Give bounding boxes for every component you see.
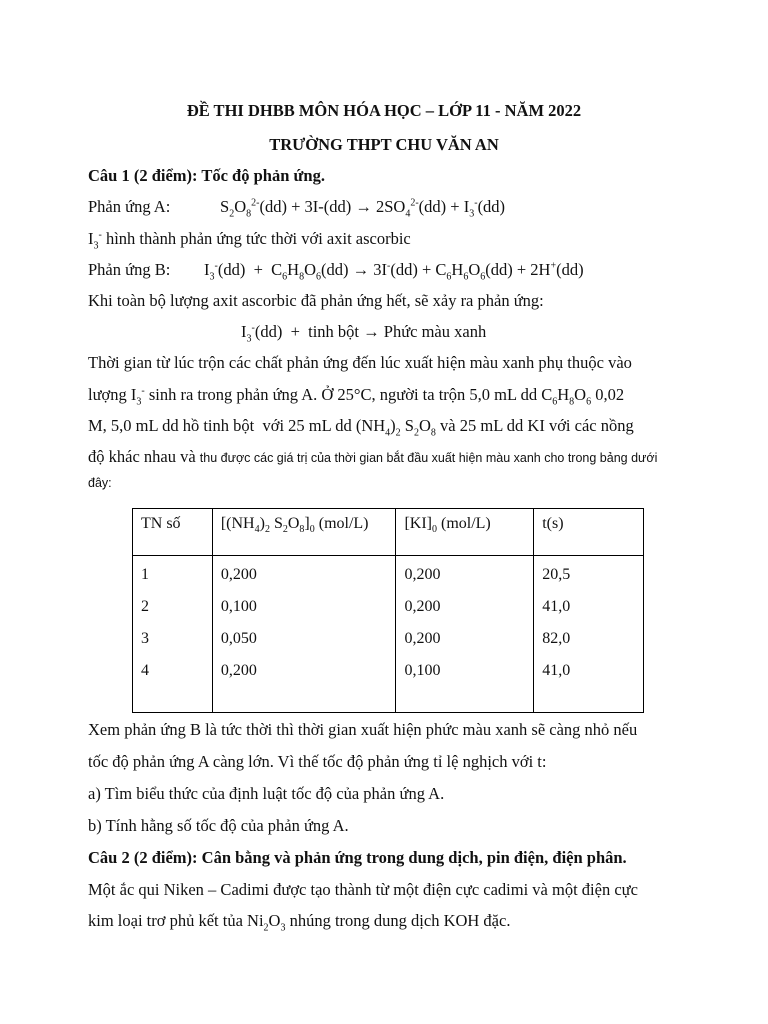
paragraph-line-5: đây: xyxy=(88,476,112,490)
col-header-time: t(s) xyxy=(534,509,644,556)
data-table xyxy=(132,508,644,713)
cell: 3 xyxy=(133,628,213,660)
i3-note: $I_3^-$ hình thành phản ứng tức thời với axit ascorbic xyxy=(88,229,411,252)
cell: 20,5 xyxy=(534,556,644,597)
cell: 0,200 xyxy=(212,660,396,713)
reaction-a-equation: $S_2O_8^{2-}(dd) + 3I-(dd) \to 2SO_4^{2-}(dd) + I_3^-(dd)$ xyxy=(220,197,506,220)
part-a: a) Tìm biểu thức của định luật tốc độ của phản ứng A. xyxy=(88,784,445,803)
exam-title: ĐỀ THI DHBB MÔN HÓA HỌC – LỚP 11 - NĂM 2022 xyxy=(186,101,582,120)
table-header-row xyxy=(133,509,644,556)
cell: 0,100 xyxy=(212,596,396,628)
after-ascorbic-text: Khi toàn bộ lượng axit ascorbic đã phản ứng hết, sẽ xảy ra phản ứng: xyxy=(88,291,544,310)
paragraph-line-3: M, 5,0 mL dd hồ tinh bột với 25 mL dd $(NH_4)_2$ $S_2O_8$ và 25 mL dd KI với các nồng xyxy=(88,416,634,439)
cell: 0,200 xyxy=(396,596,534,628)
question-2-heading: Câu 2 (2 điểm): Cân bằng và phản ứng trong dung dịch, pin điện, điện phân. xyxy=(88,848,627,867)
paragraph-line-1: Thời gian từ lúc trộn các chất phản ứng đến lúc xuất hiện màu xanh phụ thuộc vào xyxy=(88,353,632,372)
part-b: b) Tính hằng số tốc độ của phản ứng A. xyxy=(88,816,349,835)
col-header-persulfate: [$(NH_4)_2$ $S_2O_8]_0$ (mol/L) xyxy=(212,509,396,556)
reaction-a xyxy=(88,197,506,220)
reaction-b xyxy=(88,260,584,283)
q2-line-1: Một ắc qui Niken – Cadimi được tạo thành từ một điện cực cadimi và một điện cực xyxy=(88,880,638,899)
table-row xyxy=(133,628,644,660)
cell: 4 xyxy=(133,660,213,713)
paragraph-line-4: độ khác nhau và thu được các giá trị của thời gian bắt đầu xuất hiện màu xanh cho trong bảng dưới xyxy=(88,447,658,466)
school-name: TRƯỜNG THPT CHU VĂN AN xyxy=(269,135,499,154)
after-table-line-1: Xem phản ứng B là tức thời thì thời gian xuất hiện phức màu xanh sẽ càng nhỏ nếu xyxy=(88,720,638,739)
table-row xyxy=(133,556,644,597)
cell: 41,0 xyxy=(534,660,644,713)
question-1-heading: Câu 1 (2 điểm): Tốc độ phản ứng. xyxy=(88,166,325,185)
cell: 41,0 xyxy=(534,596,644,628)
table-row xyxy=(133,596,644,628)
after-table-line-2: tốc độ phản ứng A càng lớn. Vì thế tốc độ phản ứng tỉ lệ nghịch với t: xyxy=(88,752,547,771)
cell: 1 xyxy=(133,556,213,597)
starch-equation: $I_3^-(dd)$ + tinh bột → Phức màu xanh xyxy=(241,322,487,345)
table-row xyxy=(133,660,644,713)
reaction-b-equation: $I_3^-(dd) + C_6H_8O_6(dd) \to 3I^-(dd) + C_6H_6O_6(dd) + 2H^+(dd)$ xyxy=(204,260,584,283)
cell: 0,200 xyxy=(396,556,534,597)
col-header-ki: $[KI]_0$ (mol/L) xyxy=(396,509,534,556)
q2-line-2: kim loại trơ phủ kết tủa $Ni_2O_3$ nhúng trong dung dịch KOH đặc. xyxy=(88,911,511,934)
col-header-experiment: TN số xyxy=(133,509,213,556)
cell: 0,050 xyxy=(212,628,396,660)
paragraph-line-2: lượng $I_3^-$ sinh ra trong phản ứng A. Ở 25°C, người ta trộn 5,0 mL dd $C_6H_8O_6$ 0,02 xyxy=(88,385,625,408)
reaction-b-label: Phản ứng B: xyxy=(88,260,171,279)
cell: 0,200 xyxy=(212,556,396,597)
reaction-a-label: Phản ứng A: xyxy=(88,197,171,216)
cell: 2 xyxy=(133,596,213,628)
cell: 82,0 xyxy=(534,628,644,660)
cell: 0,100 xyxy=(396,660,534,713)
cell: 0,200 xyxy=(396,628,534,660)
